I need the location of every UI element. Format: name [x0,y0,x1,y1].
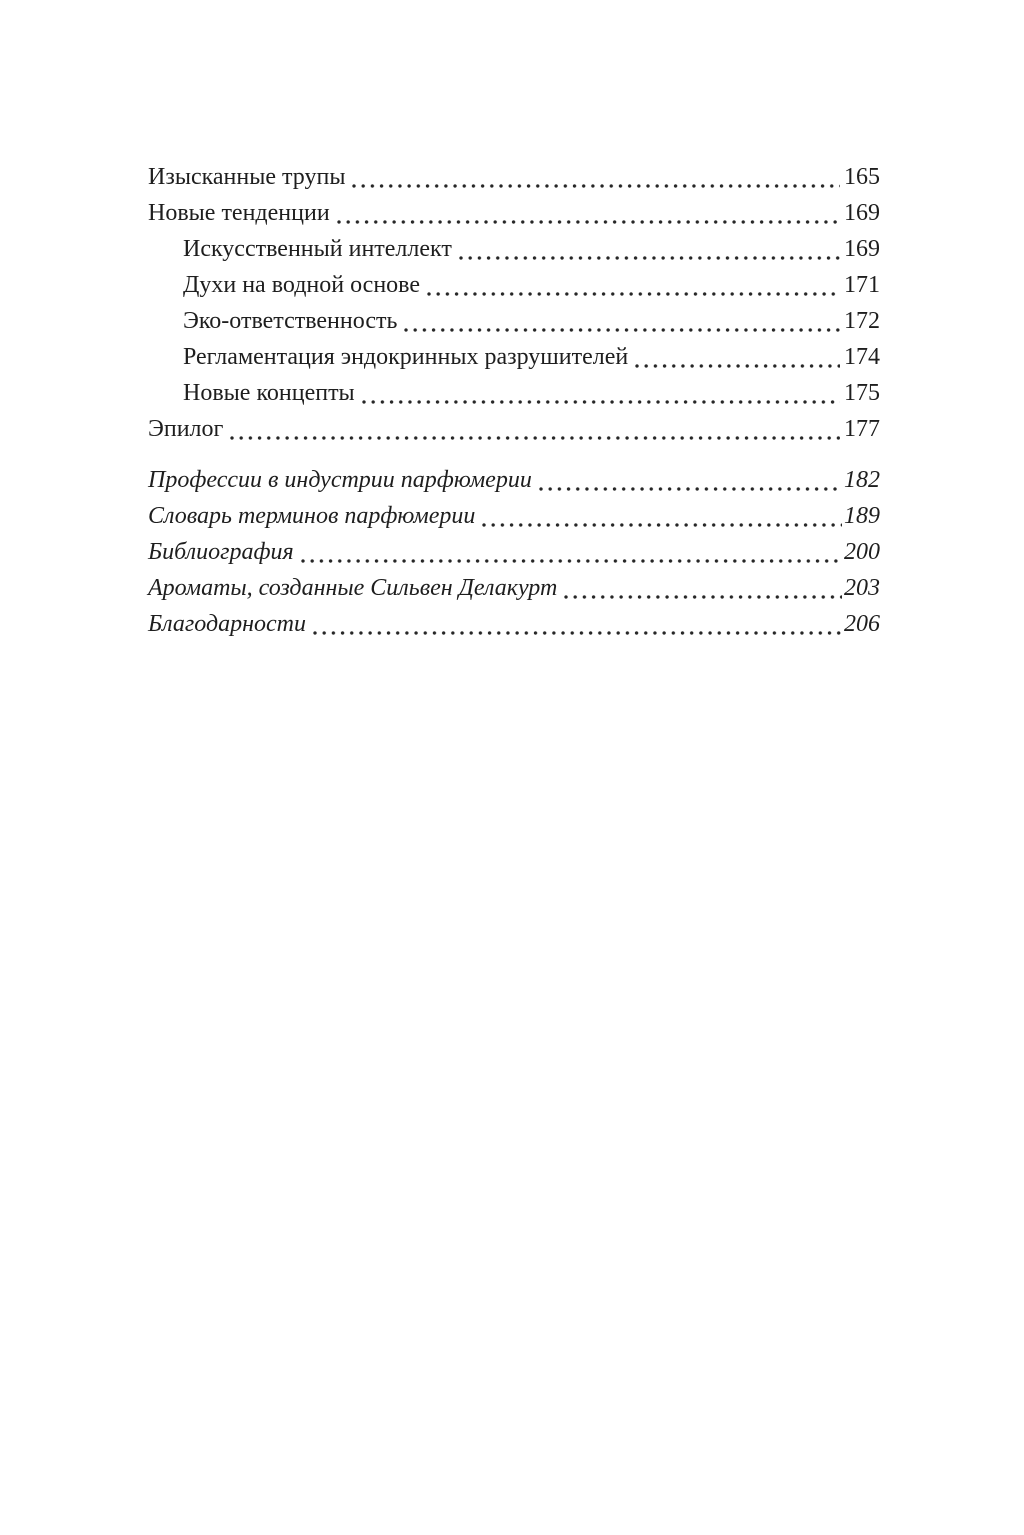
toc-entry [148,303,880,339]
dot-leader [301,559,842,563]
toc-entry-page: 171 [844,272,880,298]
toc-entry-title: Ароматы, созданные Сильвен Делакурт [148,575,558,601]
toc-entry-page: 174 [844,344,880,370]
table-of-contents [148,159,880,642]
toc-entry-title: Эко-ответственность [183,308,398,334]
toc-entry [148,159,880,195]
toc-entry [148,462,880,498]
dot-leader [427,292,840,296]
toc-entry-page: 172 [844,308,880,334]
dot-leader [230,436,840,440]
toc-entry-page: 177 [844,416,880,442]
toc-entry [148,534,880,570]
toc-entry [148,411,880,447]
dot-leader [539,487,842,491]
toc-entry-title: Библиография [148,539,294,565]
toc-entry-page: 165 [844,164,880,190]
dot-leader [404,328,840,332]
toc-entry-page: 206 [844,611,880,637]
dot-leader [352,184,840,188]
dot-leader [635,364,840,368]
toc-entry-page: 189 [844,503,880,529]
toc-entry-title: Профессии в индустрии парфюмерии [148,467,532,493]
toc-entry [148,339,880,375]
dot-leader [459,256,840,260]
toc-entry-title: Искусственный интеллект [183,236,452,262]
toc-entry-page: 169 [844,236,880,262]
toc-entry-title: Эпилог [148,416,224,442]
dot-leader [482,523,842,527]
toc-entry-page: 200 [844,539,880,565]
toc-entry-title: Изысканные трупы [148,164,346,190]
dot-leader [362,400,840,404]
toc-entry [148,375,880,411]
toc-entry-title: Новые концепты [183,380,355,406]
toc-entry [148,498,880,534]
toc-entry-title: Благодарности [148,611,306,637]
dot-leader [564,595,842,599]
toc-entry [148,570,880,606]
toc-entry [148,195,880,231]
toc-entry-title: Новые тенденции [148,200,330,226]
toc-entry-page: 203 [844,575,880,601]
toc-entry-page: 175 [844,380,880,406]
toc-entry-page: 182 [844,467,880,493]
dot-leader [313,631,842,635]
toc-entry-title: Духи на водной основе [183,272,421,298]
toc-entry [148,231,880,267]
dot-leader [337,220,840,224]
toc-entry-title: Словарь терминов парфюмерии [148,503,476,529]
toc-entry-title: Регламентация эндокринных разрушителей [183,344,629,370]
toc-entry [148,267,880,303]
toc-entry-page: 169 [844,200,880,226]
toc-entry [148,606,880,642]
